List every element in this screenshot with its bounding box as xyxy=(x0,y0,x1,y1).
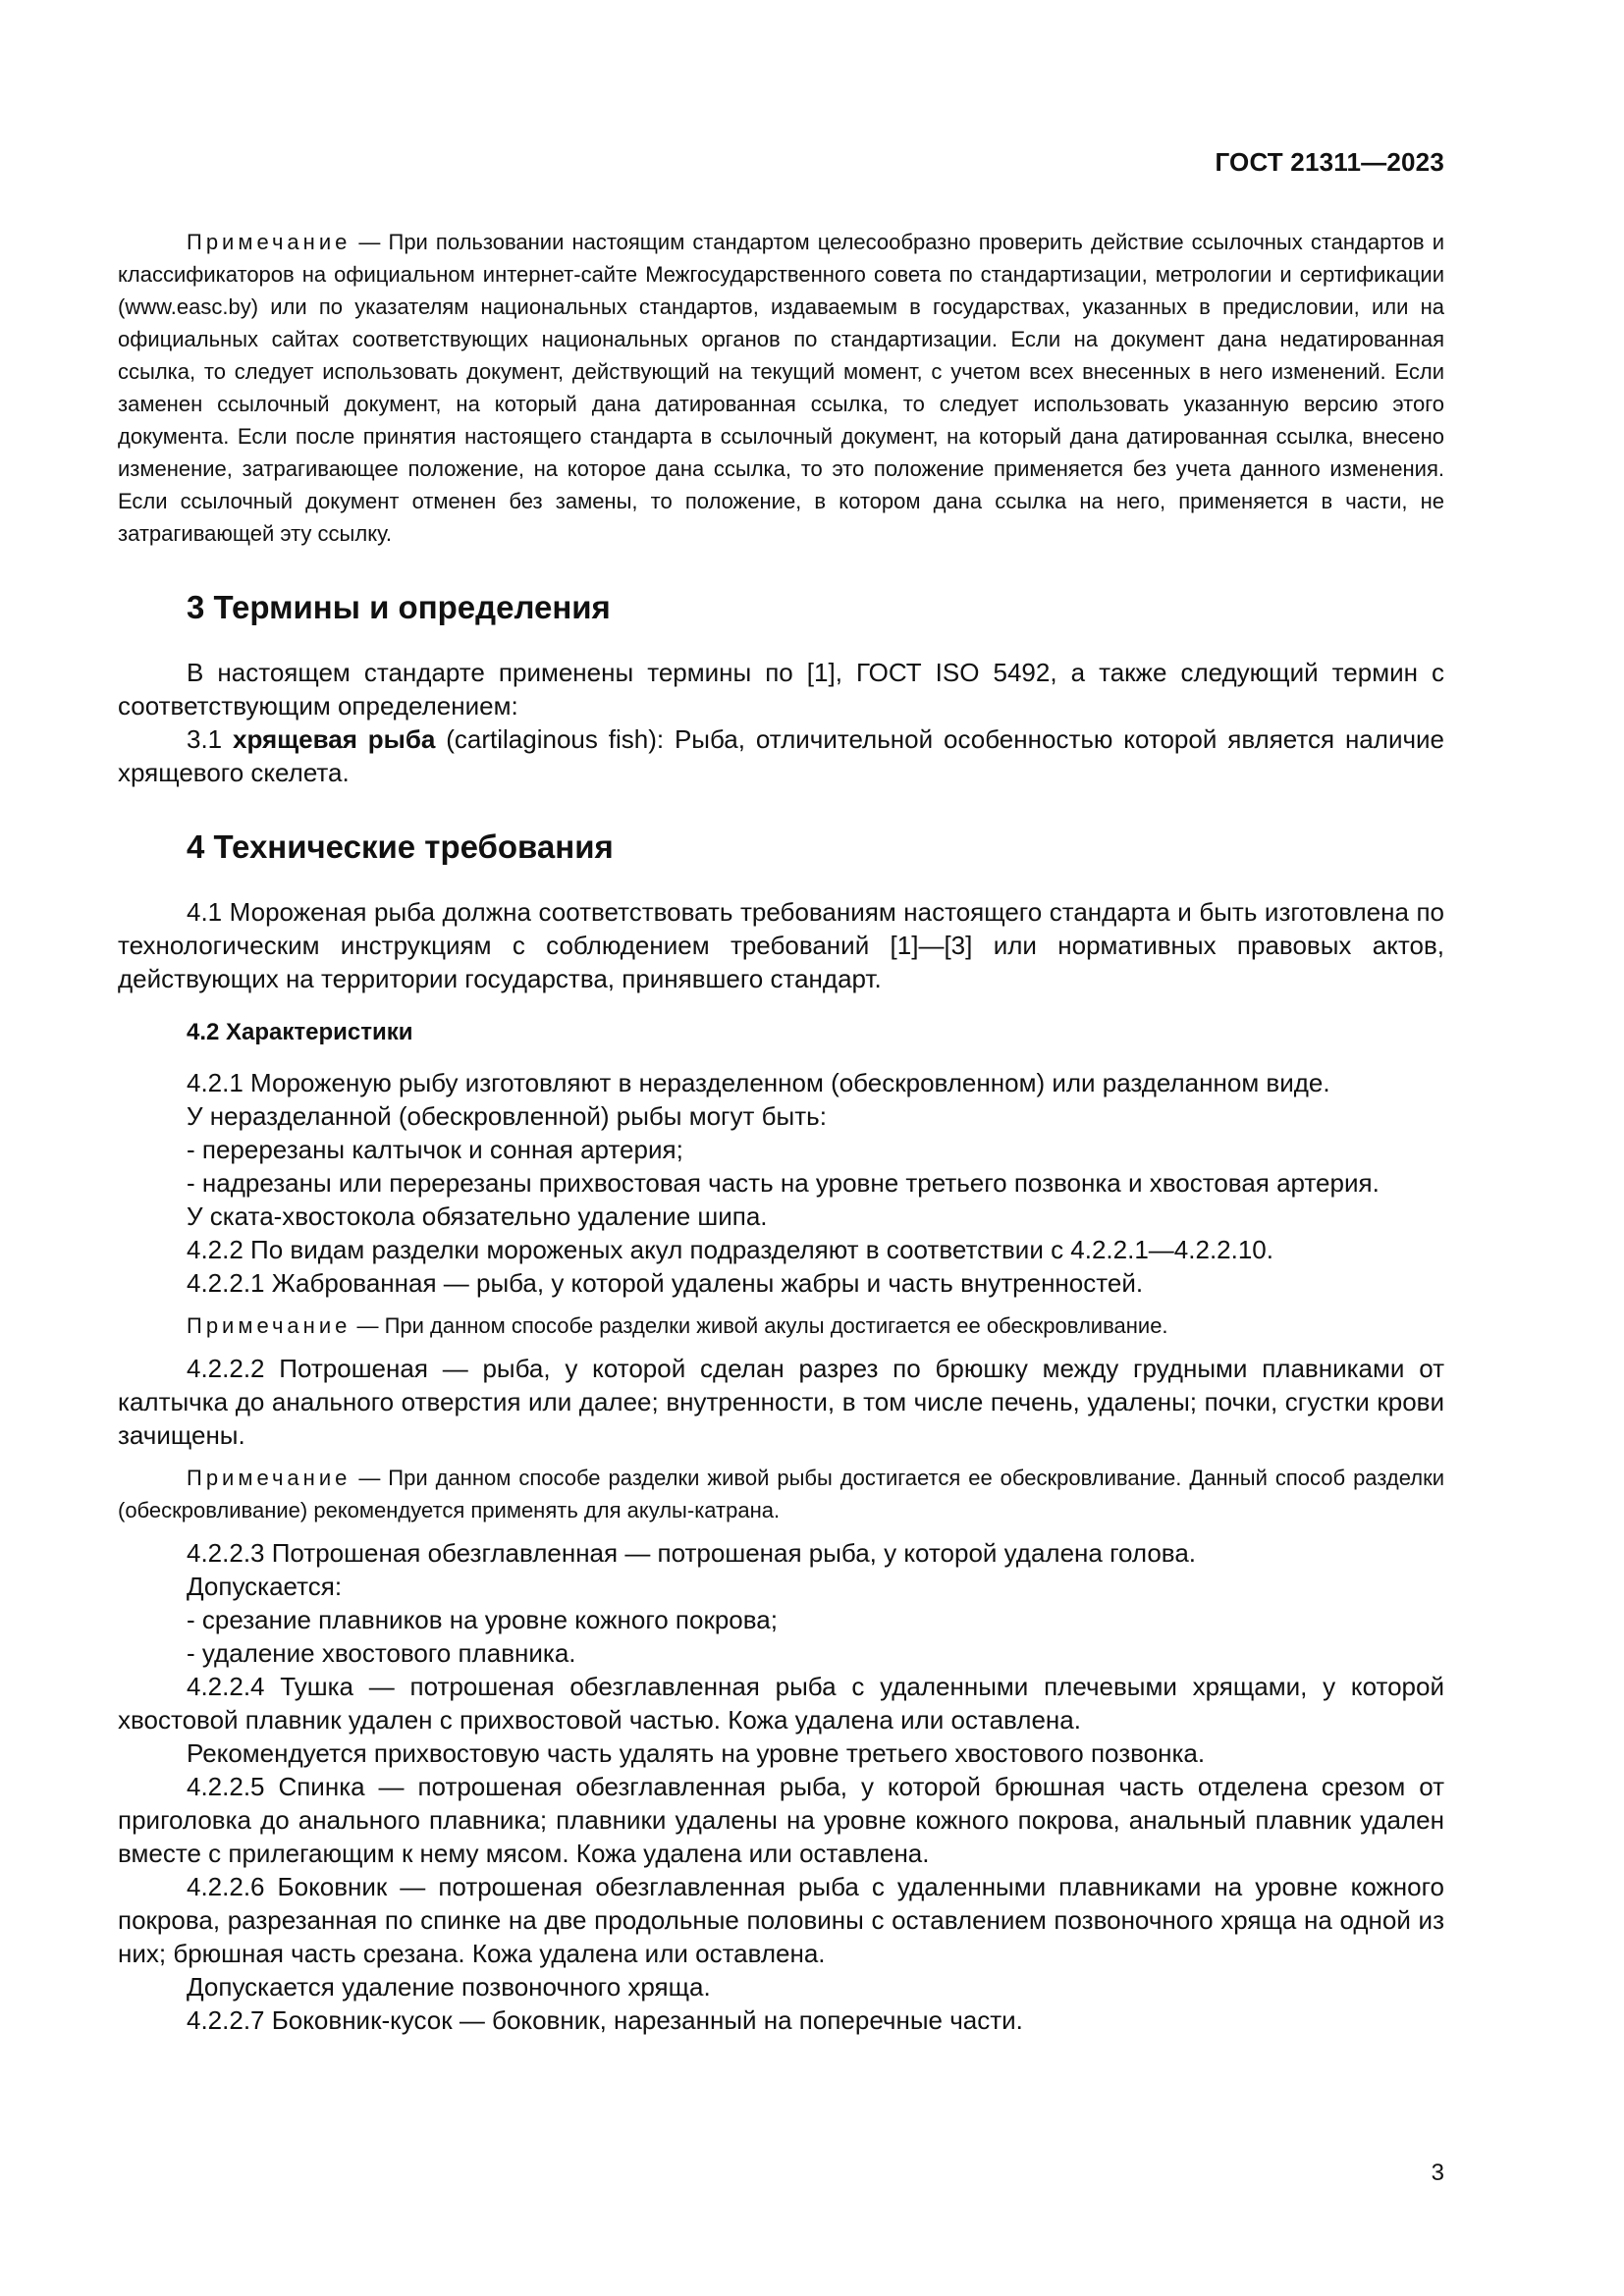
paragraph-4-2-2-7: 4.2.2.7 Боковник-кусок — боковник, нарезанный на поперечные части. xyxy=(187,2005,1023,2035)
note-4-2-2-2 xyxy=(118,1462,1444,1526)
term-text: (cartilaginous fish): Рыба, отличительной особенностью которой является наличие хрящевого скелета. xyxy=(118,724,1444,787)
paragraph-4-2-2-4: 4.2.2.4 Тушка — потрошеная обезглавленная рыба с удаленными плечевыми хрящами, у которой хвостовой плавник удален с прихвостовой частью. Кожа удалена или оставлена. xyxy=(118,1672,1444,1735)
paragraph-4-2-2-2: 4.2.2.2 Потрошеная — рыба, у которой сделан разрез по брюшку между грудными плавниками от калтычка до анального отверстия или далее; внутренности, в том числе печень, удалены; почки, сгустки крови зачищены. xyxy=(118,1354,1444,1450)
list-item: - срезание плавников на уровне кожного покрова; xyxy=(187,1605,778,1634)
note-text: — При данном способе разделки живой рыбы достигается ее обескровливание. Данный способ разделки (обескровливание) рекомендуется применять для акулы-катрана. xyxy=(118,1466,1444,1522)
page-number: 3 xyxy=(1431,2160,1444,2186)
paragraph-4-2-2: 4.2.2 По видам разделки мороженых акул подразделяют в соответствии с 4.2.2.1—4.2.2.10. xyxy=(187,1235,1273,1264)
paragraph-4-2-1: 4.2.1 Мороженую рыбу изготовляют в неразделенном (обескровленном) или разделанном виде. xyxy=(187,1068,1330,1097)
list-item: - удаление хвостового плавника. xyxy=(187,1638,576,1668)
term-definition xyxy=(118,722,1444,789)
list-item: - надрезаны или перерезаны прихвостовая часть на уровне третьего позвонка и хвостовая артерия. xyxy=(187,1168,1380,1198)
list-item: - перерезаны калтычок и сонная артерия; xyxy=(187,1135,683,1164)
paragraph-4-2-2-6: 4.2.2.6 Боковник — потрошеная обезглавленная рыба с удаленными плавниками на уровне кожного покрова, разрезанная по спинке на две продольные половины с оставлением позвоночного хряща на одной из них; брюшная часть срезана. Кожа удалена или оставлена. xyxy=(118,1872,1444,1968)
paragraph-4-2-2-5: 4.2.2.5 Спинка — потрошеная обезглавленная рыба, у которой брюшная часть отделена срезом от приголовка до анального плавника; плавники удалены на уровне кожного покрова, анальный плавник удален вместе с прилегающим к нему мясом. Кожа удалена или оставлена. xyxy=(118,1772,1444,1868)
paragraph-4-2-2-4-b: Рекомендуется прихвостовую часть удалять на уровне третьего хвостового позвонка. xyxy=(187,1738,1206,1768)
subsection-4-2-heading: 4.2 Характеристики xyxy=(187,1019,413,1045)
paragraph-4-2-1-b: У неразделанной (обескровленной) рыбы могут быть: xyxy=(187,1101,827,1131)
section-3-intro: В настоящем стандарте применены термины по [1], ГОСТ ISO 5492, а также следующий термин с соответствующим определением: xyxy=(118,658,1444,721)
note-references xyxy=(118,226,1444,550)
term-number: 3.1 xyxy=(187,724,234,754)
note-text: — При пользовании настоящим стандартом целесообразно проверить действие ссылочных стандартов и классификаторов на официальном интернет-сайте Межгосударственного совета по стандартизации, метрологии и сертификации (www.easc.by) или по указателям национальных стандартов, издаваемым в государствах, указанных в предисловии, или на официальных сайтах соответствующих национальных органов по стандартизации. Если на документ дана недатированная ссылка, то следует использовать документ, действующий на текущий момент, с учетом всех внесенных в него изменений. Если заменен ссылочный документ, на который дана датированная ссылка, то следует использовать указанную версию этого документа. Если после принятия настоящего стандарта в ссылочный документ, на который дана датированная ссылка, внесено изменение, затрагивающее положение, на которое дана ссылка, то это положение применяется без учета данного изменения. Если ссылочный документ отменен без замены, то положение, в котором дана ссылка на него, применяется в части, не затрагивающей эту ссылку. xyxy=(118,230,1444,546)
paragraph-4-2-2-1: 4.2.2.1 Жаброванная — рыба, у которой удалены жабры и часть внутренностей. xyxy=(187,1268,1144,1298)
document-code: ГОСТ 21311—2023 xyxy=(1215,147,1444,177)
note-label: Примечание xyxy=(187,1466,352,1490)
paragraph-4-2-1-c: У ската-хвостокола обязательно удаление шипа. xyxy=(187,1201,768,1231)
section-3-heading: 3 Термины и определения xyxy=(187,589,611,625)
note-4-2-2-1 xyxy=(118,1309,1444,1342)
paragraph-4-2-2-6-b: Допускается удаление позвоночного хряща. xyxy=(187,1972,711,2002)
section-4-heading: 4 Технические требования xyxy=(187,828,614,865)
paragraph-4-2-2-3-b: Допускается: xyxy=(187,1572,343,1601)
note-label: Примечание xyxy=(187,1313,352,1338)
term-name: хрящевая рыба xyxy=(233,724,436,754)
note-text: — При данном способе разделки живой акулы достигается ее обескровливание. xyxy=(351,1313,1168,1338)
paragraph-4-1: 4.1 Мороженая рыба должна соответствовать требованиям настоящего стандарта и быть изготовлена по технологическим инструкциям с соблюдением требований [1]—[3] или нормативных правовых актов, действующих на территории государства, принявшего стандарт. xyxy=(118,897,1444,993)
note-label: Примечание xyxy=(187,230,352,254)
paragraph-4-2-2-3: 4.2.2.3 Потрошеная обезглавленная — потрошеная рыба, у которой удалена голова. xyxy=(187,1538,1197,1568)
page-content xyxy=(118,226,1444,2037)
